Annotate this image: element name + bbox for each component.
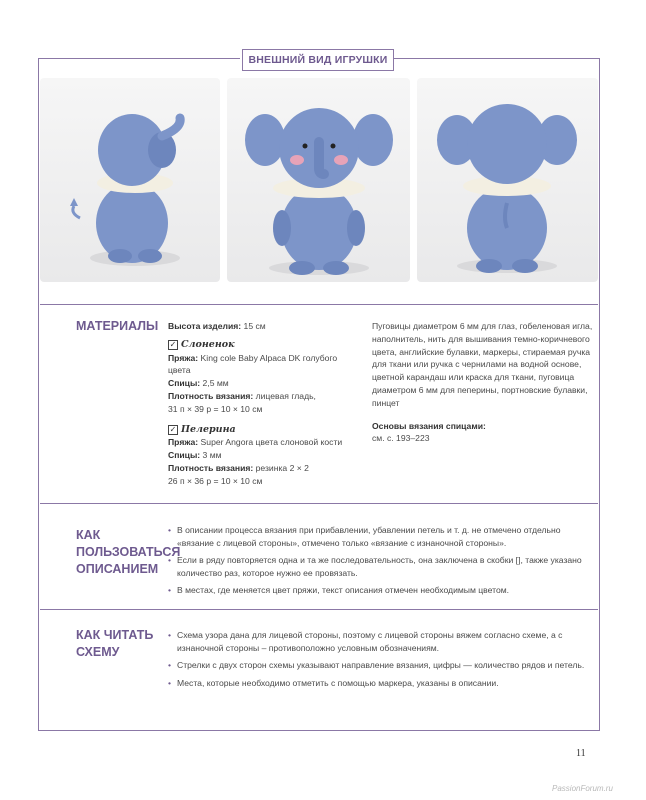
watermark: PassionForum.ru [552,784,613,793]
elephant-back-illustration [417,78,598,282]
materials-column [168,320,360,488]
list-item: • В местах, где меняется цвет пряжи, текст описания отмечен необходимым цветом. [168,584,588,597]
list-item: • В описании процесса вязания при прибавлении, убавлении петель и т. д. не отмечено отдельно «вязание с лицевой стороны», отмечено только «вязание с изнаночной стороны». [168,524,588,549]
collar-needles: Спицы: 3 мм [168,450,222,461]
basics-reference: см. с. 193–223 [372,433,430,444]
checkbox-icon: ✓ [169,424,177,434]
frame-bottom [38,730,600,731]
elephant-front-illustration [227,78,410,282]
frame-top-right [394,58,600,59]
collar-subheading: ✓ Пелерина [169,423,236,435]
how-to-read-list [168,629,588,694]
elephant-density: Плотность вязания: лицевая гладь, [168,390,316,401]
other-materials: Пуговицы диаметром 6 мм для глаз, гобеленовая игла, наполнитель, нить для вышивания темно-коричневого цвета, английские булавки, маркеры, стираемая ручка для ткани или ручка с чернилами на водной основе, цветной карандаш или краска для ткани, пуговица диаметром 6 мм для пеперины, портновские булавки, пинцет [372,321,593,408]
collar-density-gauge: 26 п × 36 р = 10 × 10 см [168,475,263,486]
how-to-use-list [168,524,588,602]
how-to-read-heading: КАК ЧИТАТЬ СХЕМУ [76,628,154,659]
list-item: • Если в ряду повторяется одна и та же последовательность, она заключена в скобки [], также указано количество раз, которое нужно ее провязать. [168,554,588,579]
how-to-use-heading: КАК ПОЛЬЗОВАТЬСЯ ОПИСАНИЕМ [76,528,181,576]
checkbox-icon: ✓ [169,340,177,350]
photo-back-view [417,78,598,282]
other-materials-column [372,320,594,445]
materials-heading: МАТЕРИАЛЫ [76,319,159,333]
list-item: • Места, которые необходимо отметить с помощью маркера, указаны в описании. [168,677,588,690]
elephant-side-illustration [40,78,220,282]
elephant-density-gauge: 31 п × 39 р = 10 × 10 см [168,403,263,414]
frame-right [599,58,600,730]
section-divider [40,503,598,504]
elephant-subheading: ✓ Слоненок [169,338,235,350]
page-number: 11 [576,748,586,759]
list-item: • Стрелки с двух сторон схемы указывают направление вязания, цифры — количество рядов и петель. [168,659,588,672]
frame-top-left [38,58,240,59]
elephant-needles: Спицы: 2,5 мм [168,378,229,389]
elephant-yarn: Пряжа: King cole Baby Alpaca DK голубого цвета [168,352,338,376]
toy-height: Высота изделия: 15 см [168,321,266,331]
list-item: • Схема узора дана для лицевой стороны, поэтому с лицевой стороны вяжем согласно схеме, а с изнаночной стороны – противоположно условным обозначениям. [168,629,588,654]
section-title-box [242,49,394,71]
collar-density: Плотность вязания: резинка 2 × 2 [168,462,309,473]
frame-left [38,58,39,730]
section-title: ВНЕШНИЙ ВИД ИГРУШКИ [248,54,388,66]
section-divider [40,304,598,305]
photo-front-view [227,78,410,282]
section-divider [40,609,598,610]
basics-label: Основы вязания спицами: [372,420,486,431]
collar-yarn: Пряжа: Super Angora цвета слоновой кости [168,437,343,448]
photo-side-view [40,78,220,282]
